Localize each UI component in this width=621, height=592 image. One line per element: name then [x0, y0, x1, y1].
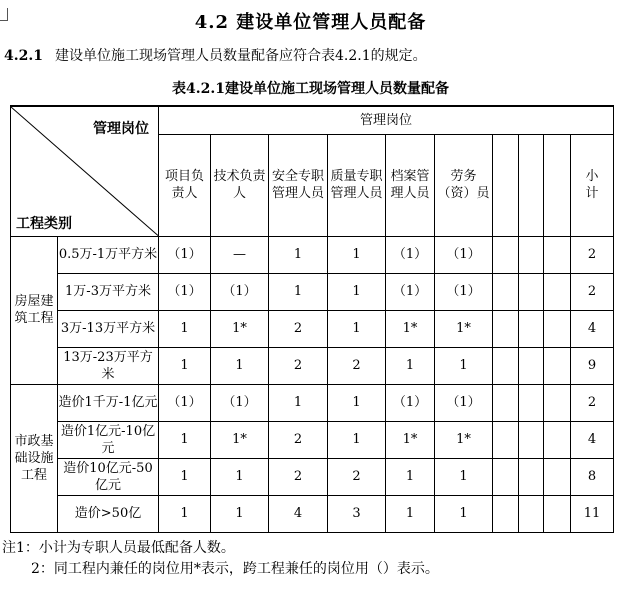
empty-cell [544, 347, 571, 384]
empty-cell [493, 347, 519, 384]
empty-cell [493, 458, 519, 495]
value-cell: 1 [328, 310, 386, 347]
spec-cell: 3万-13万平方米 [58, 310, 159, 347]
value-cell: 1* [435, 310, 493, 347]
clause-4-2-1 [4, 45, 621, 65]
empty-header-cell [544, 134, 571, 236]
value-cell: 1 [435, 347, 493, 384]
empty-cell [519, 384, 544, 421]
group-label-building: 房屋建筑工程 [11, 236, 58, 384]
col-header-safety-staff: 安全专职管理人员 [269, 134, 328, 236]
value-cell: 1 [159, 347, 211, 384]
value-cell: 1 [386, 495, 435, 532]
value-cell: （1） [159, 236, 211, 273]
subtotal-cell: 2 [571, 273, 614, 310]
header-management-positions: 管理岗位 [159, 106, 614, 134]
col-header-archive-staff: 档案管理人员 [386, 134, 435, 236]
group-label-municipal: 市政基础设施工程 [11, 384, 58, 532]
value-cell: 1* [386, 421, 435, 458]
value-cell: 1 [269, 236, 328, 273]
subtotal-cell: 4 [571, 310, 614, 347]
empty-cell [519, 421, 544, 458]
empty-cell [544, 458, 571, 495]
value-cell: （1） [211, 384, 269, 421]
value-cell: 1 [386, 458, 435, 495]
value-cell: 3 [328, 495, 386, 532]
empty-cell [519, 310, 544, 347]
value-cell: 1 [386, 347, 435, 384]
subtotal-cell: 11 [571, 495, 614, 532]
col-header-project-manager: 项目负责人 [159, 134, 211, 236]
empty-cell [519, 236, 544, 273]
value-cell: 1 [159, 458, 211, 495]
spec-cell: 造价10亿元-50亿元 [58, 458, 159, 495]
value-cell: 1 [435, 495, 493, 532]
page-corner-mark [0, 8, 8, 21]
value-cell: 1 [159, 495, 211, 532]
spec-cell: 造价1千万-1亿元 [58, 384, 159, 421]
empty-cell [519, 347, 544, 384]
empty-cell [544, 495, 571, 532]
value-cell: 1 [328, 421, 386, 458]
diagonal-header-cell [11, 106, 159, 236]
value-cell: （1） [386, 384, 435, 421]
section-title: 4.2 建设单位管理人员配备 [194, 12, 427, 33]
value-cell: 2 [269, 347, 328, 384]
clause-text: 建设单位施工现场管理人员数量配备应符合表4.2.1的规定。 [54, 48, 427, 64]
value-cell: 2 [269, 310, 328, 347]
empty-cell [544, 384, 571, 421]
value-cell: 1 [328, 384, 386, 421]
col-header-labor-staff: 劳务（资）员 [435, 134, 493, 236]
empty-cell [493, 236, 519, 273]
note-1: 注1：小计为专职人员最低配备人数。 [2, 539, 235, 556]
value-cell: 2 [269, 421, 328, 458]
value-cell: 1* [386, 310, 435, 347]
value-cell: 2 [328, 458, 386, 495]
empty-cell [493, 421, 519, 458]
diagonal-label-positions: 管理岗位 [93, 121, 149, 137]
value-cell: （1） [435, 236, 493, 273]
table-notes [2, 538, 621, 580]
spec-cell: 13万-23万平方米 [58, 347, 159, 384]
value-cell: （1） [211, 273, 269, 310]
value-cell: 2 [328, 347, 386, 384]
spec-cell: 0.5万-1万平方米 [58, 236, 159, 273]
subtotal-cell: 4 [571, 421, 614, 458]
value-cell: （1） [159, 273, 211, 310]
value-cell: 1 [328, 273, 386, 310]
value-cell: 1* [211, 310, 269, 347]
subtotal-cell: 8 [571, 458, 614, 495]
empty-cell [544, 273, 571, 310]
subtotal-cell: 2 [571, 384, 614, 421]
empty-header-cell [519, 134, 544, 236]
table-caption: 表4.2.1建设单位施工现场管理人员数量配备 [172, 81, 449, 97]
value-cell: 1 [269, 273, 328, 310]
col-header-quality-staff: 质量专职管理人员 [328, 134, 386, 236]
value-cell: 1 [269, 384, 328, 421]
empty-cell [493, 273, 519, 310]
value-cell: （1） [435, 384, 493, 421]
empty-cell [519, 495, 544, 532]
value-cell: 1 [211, 458, 269, 495]
empty-cell [493, 310, 519, 347]
value-cell: 1 [328, 236, 386, 273]
clause-number: 4.2.1 [4, 48, 43, 64]
value-cell: 1* [435, 421, 493, 458]
empty-cell [519, 273, 544, 310]
spec-cell: 1万-3万平方米 [58, 273, 159, 310]
value-cell: （1） [386, 273, 435, 310]
empty-cell [493, 384, 519, 421]
spec-cell: 造价1亿元-10亿元 [58, 421, 159, 458]
empty-cell [519, 458, 544, 495]
value-cell: （1） [159, 384, 211, 421]
empty-cell [544, 236, 571, 273]
subtotal-cell: 9 [571, 347, 614, 384]
value-cell: 1 [211, 347, 269, 384]
value-cell: 1 [159, 310, 211, 347]
subtotal-cell: 2 [571, 236, 614, 273]
value-cell: （1） [435, 273, 493, 310]
empty-cell [493, 495, 519, 532]
value-cell: 1 [211, 495, 269, 532]
value-cell: — [211, 236, 269, 273]
note-2: 2：同工程内兼任的岗位用*表示，跨工程兼任的岗位用（）表示。 [31, 560, 439, 577]
value-cell: 1* [211, 421, 269, 458]
value-cell: 2 [269, 458, 328, 495]
value-cell: （1） [386, 236, 435, 273]
diagonal-label-project-type: 工程类别 [16, 215, 72, 232]
value-cell: 1 [435, 458, 493, 495]
value-cell: 4 [269, 495, 328, 532]
empty-cell [544, 310, 571, 347]
empty-header-cell [493, 134, 519, 236]
empty-cell [544, 421, 571, 458]
col-header-subtotal: 小计 [571, 134, 614, 236]
personnel-config-table [10, 105, 614, 533]
value-cell: 1 [159, 421, 211, 458]
spec-cell: 造价>50亿 [58, 495, 159, 532]
col-header-technical-lead: 技术负责人 [211, 134, 269, 236]
